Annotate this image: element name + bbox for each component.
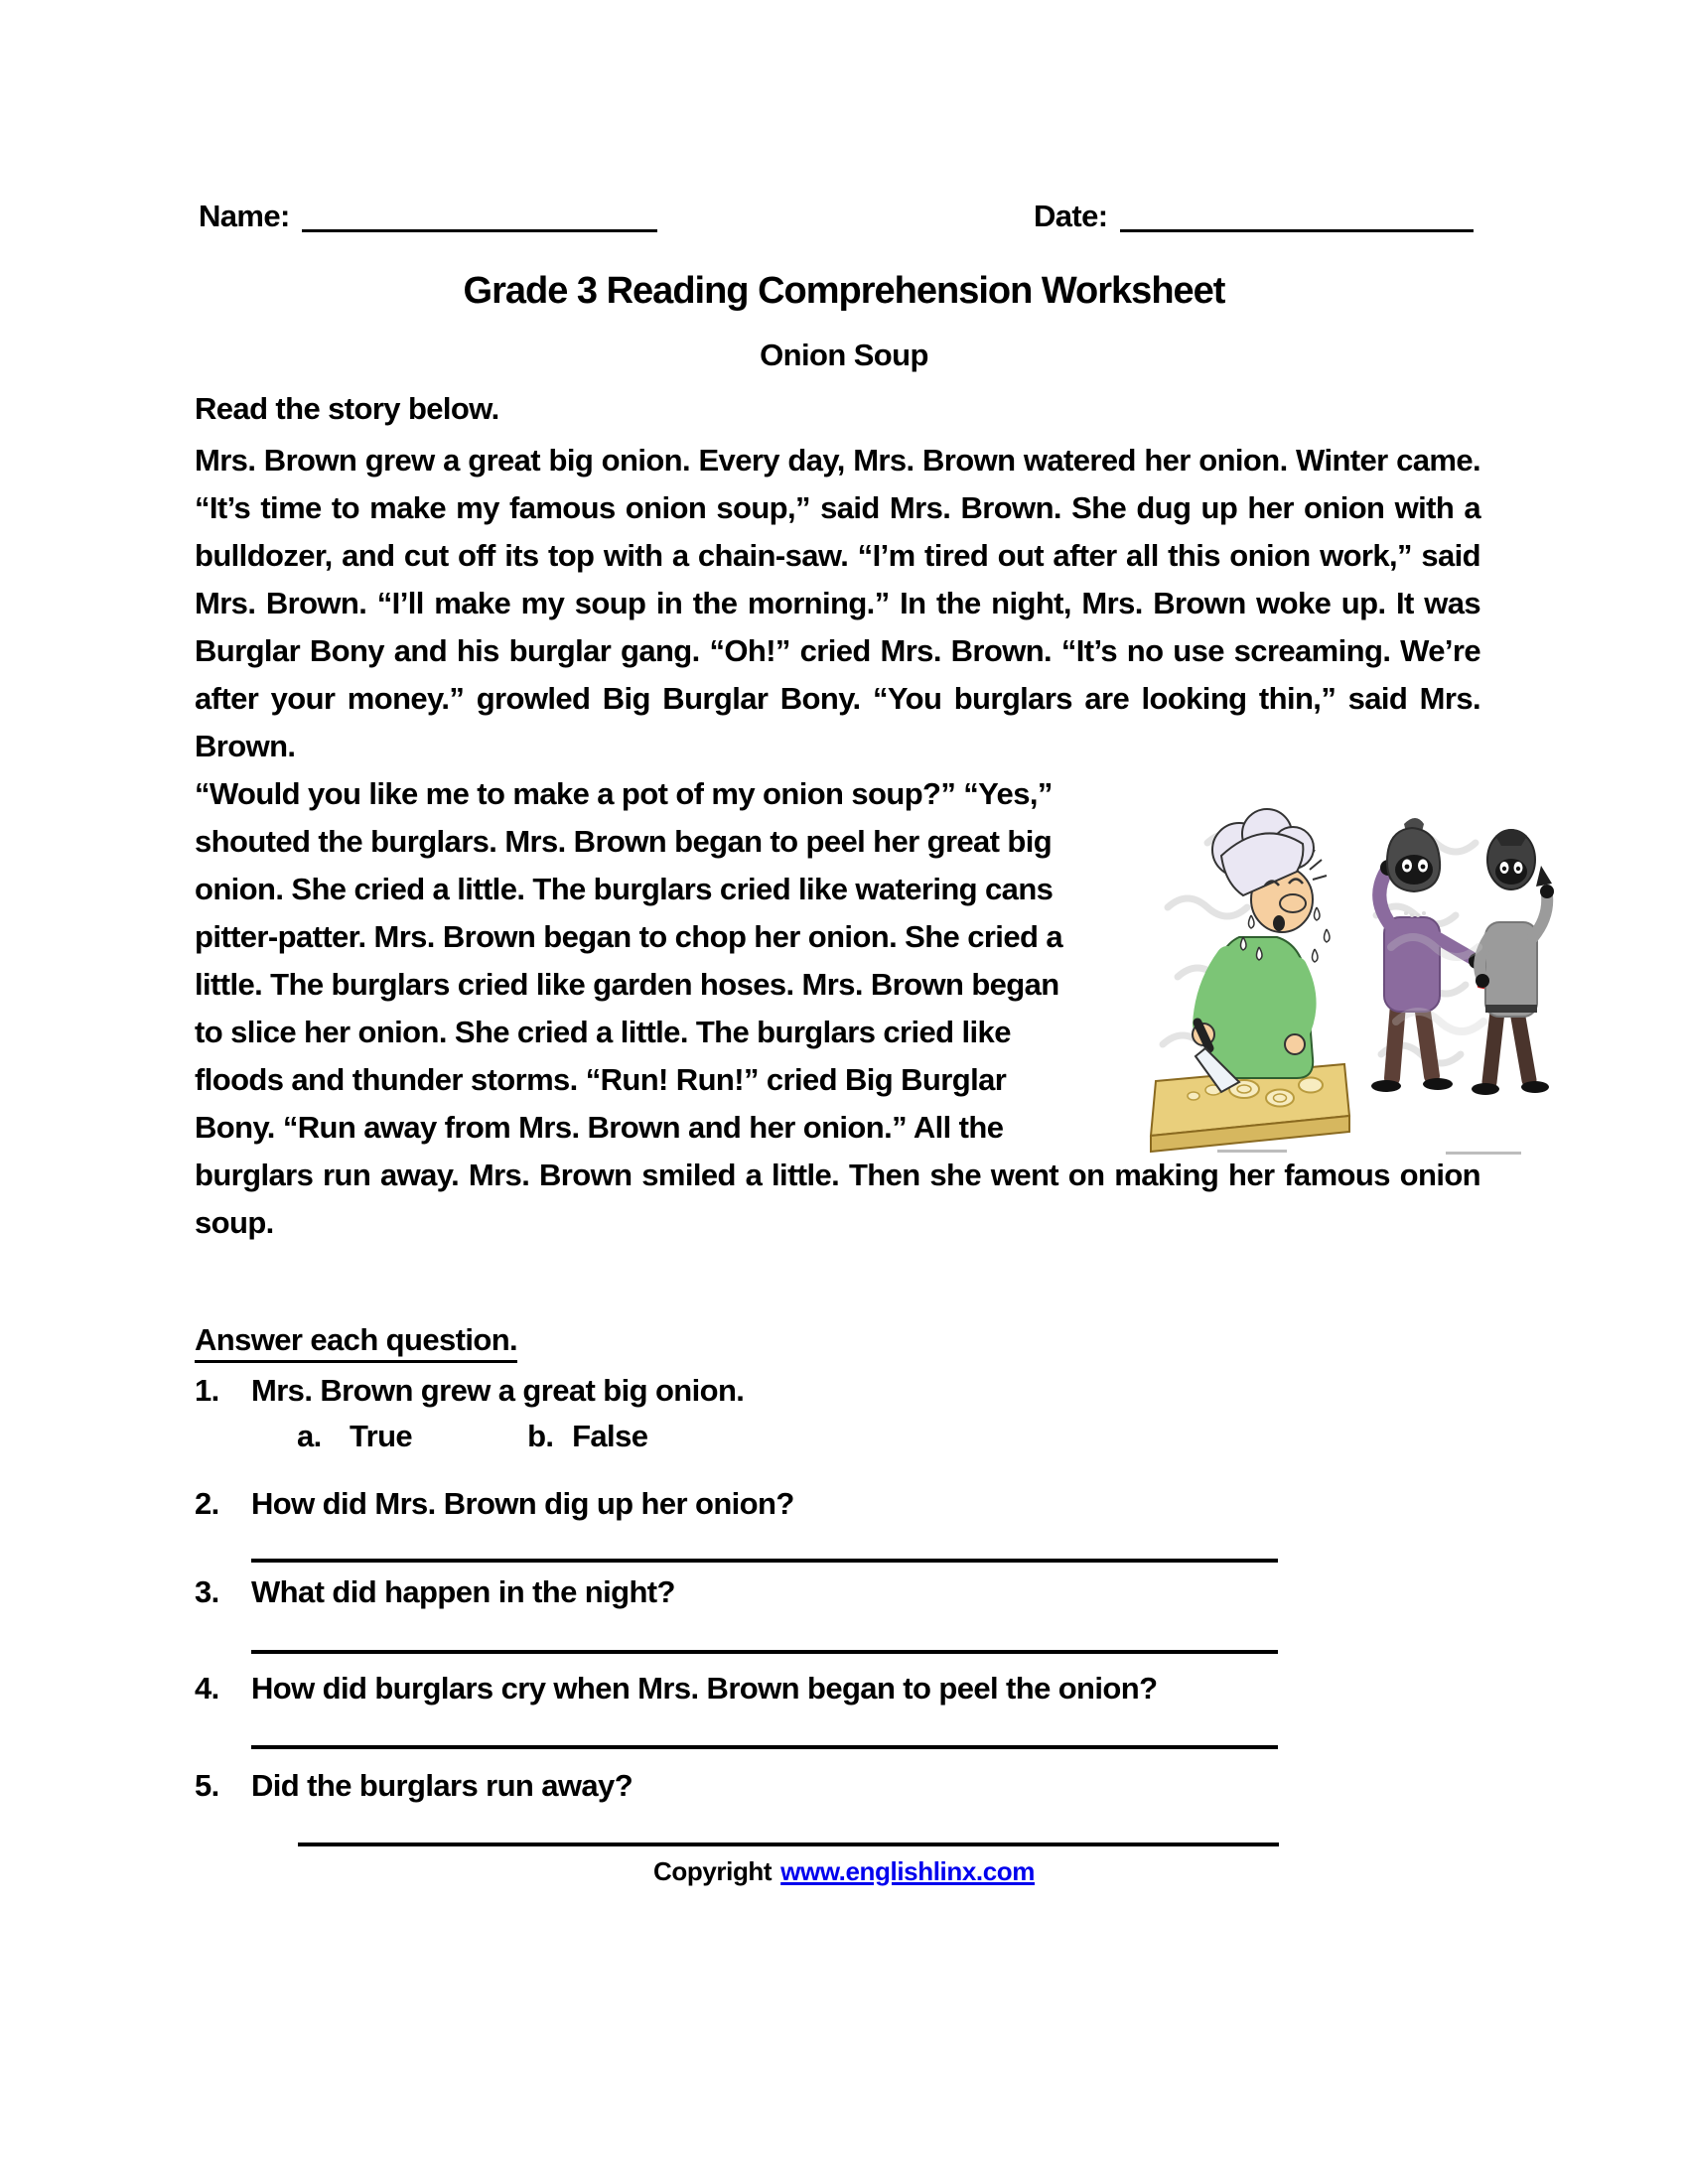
question-1-text: Mrs. Brown grew a great big onion. (251, 1373, 745, 1408)
question-5-number: 5. (195, 1768, 219, 1803)
question-5 (195, 1763, 1480, 1809)
answer-line-q2[interactable] (251, 1559, 1278, 1563)
copyright-label: Copyright (653, 1856, 773, 1886)
question-2-number: 2. (195, 1486, 219, 1521)
question-2 (195, 1481, 1480, 1527)
question-3-number: 3. (195, 1574, 219, 1609)
question-1-options (297, 1414, 647, 1459)
burglar-knife-icon (1536, 866, 1552, 887)
question-1 (195, 1368, 1480, 1414)
question-3 (195, 1570, 1480, 1615)
chef-figure (1151, 809, 1349, 1153)
question-5-text: Did the burglars run away? (251, 1768, 633, 1803)
story-part-2: “Would you like me to make a pot of my onion soup?” “Yes,” shouted the burglars. Mrs. Brown began to peel her great big onion. She cried a little. The burglars cried like watering cans pitter-patter. Mrs. Brown began to chop her onion. She cried a little. The burglars cried like garden hoses. Mrs. Brown began to slice her onion. She cried a little. The burglars cried like floods and thunder storms. “Run! Run!” cried Big Burglar Bony. “Run away from Mrs. Brown and her onion.” All the (195, 776, 1062, 1145)
story-part-1: Mrs. Brown grew a great big onion. Every day, Mrs. Brown watered her onion. Winter came. “It’s time to make my famous onion soup,” said Mrs. Brown. She dug up her onion with a bulldozer, and cut off its top with a chain-saw. “I’m tired out after all this onion work,” said Mrs. Brown. “I’ll make my soup in the morning.” In the night, Mrs. Brown woke up. It was Burglar Bony and his burglar gang. “Oh!” cried Mrs. Brown. “It’s no use screaming. We’re after your money.” growled Big Burglar Bony. “You burglars are looking thin,” said Mrs. Brown. (195, 443, 1480, 763)
answer-line-q4[interactable] (251, 1745, 1278, 1749)
name-field (199, 199, 657, 234)
option-a-value[interactable]: True (350, 1419, 413, 1453)
story-part-3: burglars run away. Mrs. Brown smiled a little. Then she went on making her famous onion soup. (195, 1158, 1480, 1240)
page-subtitle: Onion Soup (760, 338, 928, 372)
questions-heading-row (195, 1322, 517, 1363)
question-4-number: 4. (195, 1671, 219, 1706)
question-1-number: 1. (195, 1373, 219, 1408)
date-field (1034, 199, 1474, 234)
question-2-text: How did Mrs. Brown dig up her onion? (251, 1486, 794, 1521)
answer-line-q3[interactable] (251, 1650, 1278, 1654)
story-illustration (1148, 788, 1555, 1158)
question-4 (195, 1666, 1480, 1711)
question-4-text: How did burglars cry when Mrs. Brown began to peel the onion? (251, 1671, 1158, 1706)
date-blank-line[interactable] (1120, 199, 1474, 232)
story-instruction: Read the story below. (195, 391, 499, 426)
copyright-link[interactable]: www.englishlinx.com (780, 1856, 1035, 1886)
question-3-text: What did happen in the night? (251, 1574, 675, 1609)
copyright-footer (0, 1856, 1688, 1887)
questions-heading: Answer each question. (195, 1322, 517, 1363)
answer-line-q5[interactable] (298, 1843, 1279, 1846)
option-a-label[interactable]: a. (297, 1419, 322, 1453)
option-b-label[interactable]: b. (527, 1419, 554, 1453)
page-title: Grade 3 Reading Comprehension Worksheet (463, 270, 1225, 312)
date-label: Date: (1034, 199, 1108, 233)
option-b-value[interactable]: False (572, 1419, 648, 1453)
burglar-mask-icon (1395, 855, 1433, 885)
name-blank-line[interactable] (302, 199, 657, 232)
name-label: Name: (199, 199, 290, 233)
